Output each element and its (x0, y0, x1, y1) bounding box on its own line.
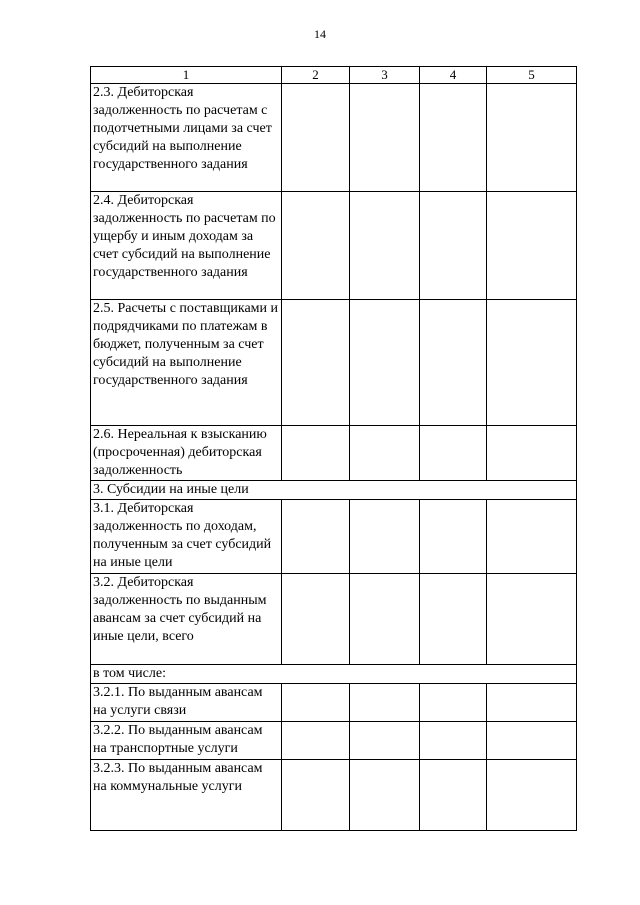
empty-cell (420, 500, 487, 574)
table-row (91, 300, 577, 426)
row-label: 2.6. Нереальная к взысканию (просроченная) дебиторская задолженность (91, 426, 282, 481)
empty-cell (350, 500, 420, 574)
empty-cell (282, 84, 350, 192)
row-label: 2.4. Дебиторская задолженность по расчетам по ущербу и иным доходам за счет субсидий на выполнение государственного задания (91, 192, 282, 300)
empty-cell (420, 192, 487, 300)
empty-cell (420, 684, 487, 722)
empty-cell (487, 84, 577, 192)
section-label: в том числе: (91, 665, 577, 684)
empty-cell (282, 760, 350, 831)
empty-cell (487, 574, 577, 665)
table-row (91, 684, 577, 722)
empty-cell (487, 192, 577, 300)
empty-cell (487, 722, 577, 760)
empty-cell (282, 722, 350, 760)
row-label: 3.2.3. По выданным авансам на коммунальные услуги (91, 760, 282, 831)
empty-cell (350, 760, 420, 831)
empty-cell (282, 300, 350, 426)
empty-cell (282, 426, 350, 481)
empty-cell (282, 500, 350, 574)
section-row (91, 481, 577, 500)
empty-cell (350, 722, 420, 760)
section-row (91, 665, 577, 684)
report-table (90, 66, 577, 831)
empty-cell (420, 426, 487, 481)
table-row (91, 574, 577, 665)
empty-cell (420, 84, 487, 192)
row-label: 3.2.2. По выданным авансам на транспортные услуги (91, 722, 282, 760)
empty-cell (350, 192, 420, 300)
row-label: 3.2. Дебиторская задолженность по выданным авансам за счет субсидий на иные цели, всего (91, 574, 282, 665)
section-label: 3. Субсидии на иные цели (91, 481, 577, 500)
table-row (91, 84, 577, 192)
empty-cell (487, 684, 577, 722)
empty-cell (420, 760, 487, 831)
empty-cell (420, 300, 487, 426)
empty-cell (282, 684, 350, 722)
table-row (91, 192, 577, 300)
page-number: 14 (314, 27, 326, 41)
empty-cell (487, 300, 577, 426)
empty-cell (282, 574, 350, 665)
column-header: 3 (350, 67, 420, 84)
table-row (91, 426, 577, 481)
column-header: 2 (282, 67, 350, 84)
table-row (91, 722, 577, 760)
empty-cell (350, 574, 420, 665)
header-row (91, 67, 577, 84)
table-row (91, 500, 577, 574)
empty-cell (350, 684, 420, 722)
row-label: 3.1. Дебиторская задолженность по доходам, полученным за счет субсидий на иные цели (91, 500, 282, 574)
empty-cell (487, 760, 577, 831)
row-label: 3.2.1. По выданным авансам на услуги связи (91, 684, 282, 722)
row-label: 2.5. Расчеты с поставщиками и подрядчиками по платежам в бюджет, полученным за счет субсидий на выполнение государственного задания (91, 300, 282, 426)
column-header: 1 (91, 67, 282, 84)
empty-cell (282, 192, 350, 300)
empty-cell (420, 574, 487, 665)
empty-cell (350, 426, 420, 481)
empty-cell (487, 426, 577, 481)
empty-cell (350, 84, 420, 192)
empty-cell (420, 722, 487, 760)
empty-cell (350, 300, 420, 426)
column-header: 5 (487, 67, 577, 84)
row-label: 2.3. Дебиторская задолженность по расчетам с подотчетными лицами за счет субсидий на выполнение государственного задания (91, 84, 282, 192)
table-row (91, 760, 577, 831)
column-header: 4 (420, 67, 487, 84)
empty-cell (487, 500, 577, 574)
